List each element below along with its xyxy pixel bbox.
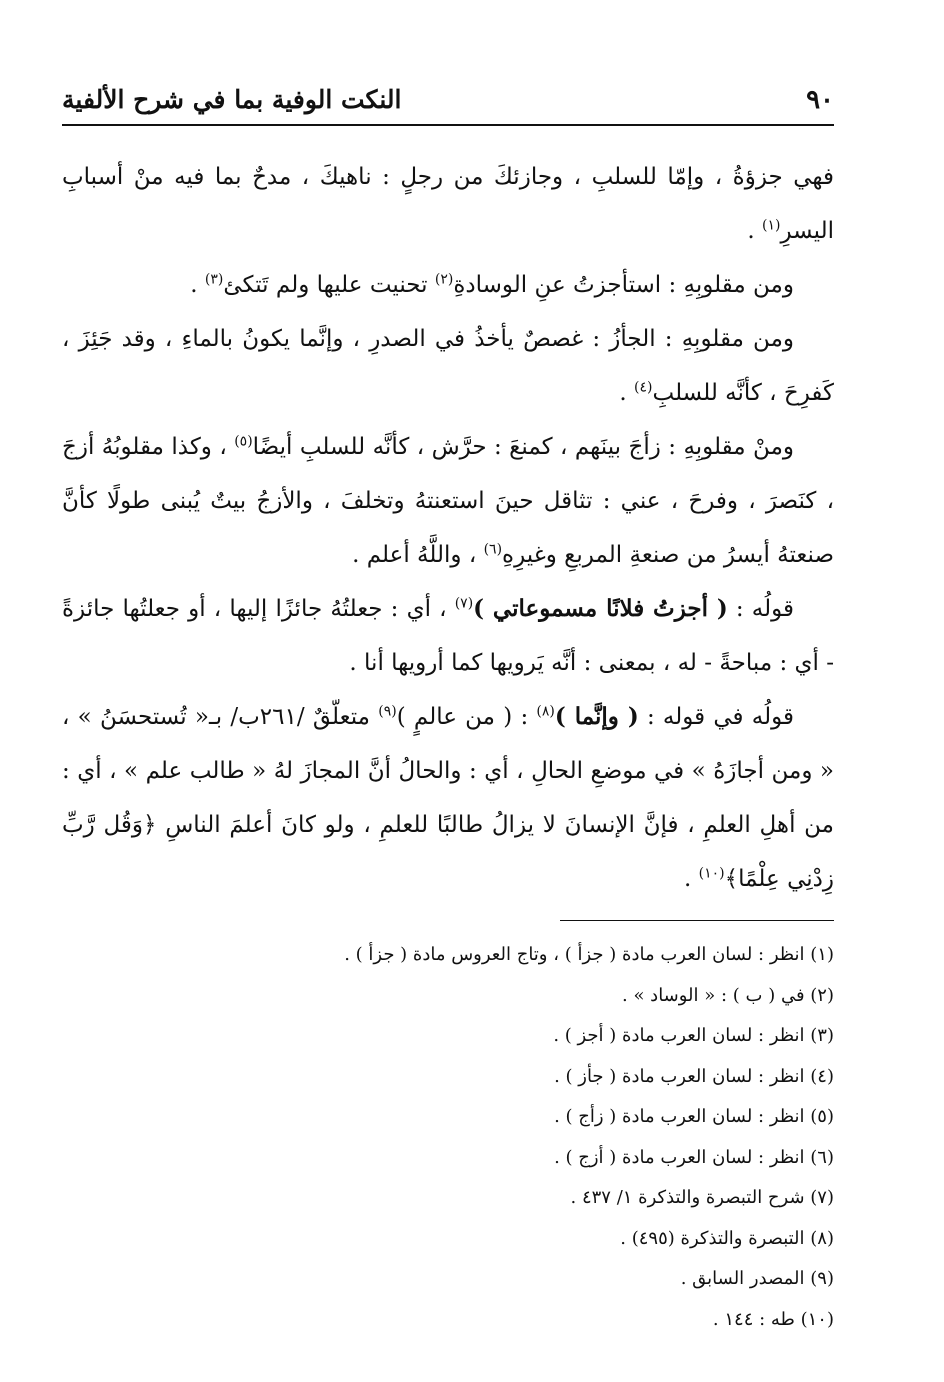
page-number: ٩٠ (806, 85, 834, 115)
footnote-ref-7[interactable]: (٧) (454, 595, 474, 612)
paragraph-5-text: قولُه : (727, 596, 795, 622)
footnote-ref-4[interactable]: (٤) (634, 379, 653, 396)
footnote-ref-9[interactable]: (٩) (378, 703, 397, 720)
paragraph-1 (62, 150, 834, 258)
footnote-ref-5[interactable]: (٥) (234, 433, 253, 450)
quoted-phrase: ( أجزتُ فلانًا مسموعاتي ) (473, 595, 728, 622)
footnote-7: (٧) شرح التبصرة والتذكرة ١/ ٤٣٧ . (570, 1187, 834, 1208)
footnote-3: (٣) انظر : لسان العرب مادة ( أجز ) . (553, 1025, 834, 1046)
paragraph-5-end: ، أي : جعلتُهُ جائزًا إليها ، أو جعلتُها جائزةً - أي : مباحةً - له ، بمعنى : أنَّه يَرويها كما أرويها أنا . (62, 596, 834, 676)
footnote-1: (١) انظر : لسان العرب مادة ( جزأ ) ، وتاج العروس مادة ( جزأ ) . (344, 944, 834, 965)
page-header (62, 80, 834, 120)
paragraph-6-text-c: متعلّقٌ /٢٦١ب/ بـ« تُستحسَنُ » ، « ومن أجازَهُ » في موضعِ الحالِ ، أي : والحالُ أنَّ المجازَ لهُ « طالب علم » ، أي : من أهلِ العلمِ ، فإنَّ الإنسانَ لا يزالُ طالبًا للعلمِ ، ولو كانَ أعلمَ الناسِ ﴿وَقُل رَّبِّ زِدْنِي عِلْمًا﴾ (62, 704, 834, 892)
paragraph-4-end: ، واللَّهُ أعلم . (352, 542, 484, 568)
paragraph-4-text-b: ، وكذا مقلوبُهُ أزجَ ، كنَصرَ ، وفرحَ ، عني : تثاقل حينَ استعنتهُ وتخلفَ ، والأزجُ بيتٌ يُبنى طولًا كأنَّ صنعتهُ أيسرُ من صنعةِ المربعِ وغيرِهِ (62, 434, 834, 568)
footnote-10: (١٠) طه : ١٤٤ . (712, 1308, 834, 1330)
footnote-ref-10[interactable]: (١٠) (698, 865, 725, 882)
quoted-phrase-2: ( وإنَّما ) (554, 703, 639, 730)
paragraph-4 (62, 420, 834, 582)
footnote-4: (٤) انظر : لسان العرب مادة ( جأز ) . (554, 1065, 834, 1087)
paragraph-5 (62, 582, 834, 690)
footnote-ref-2[interactable]: (٢) (434, 271, 454, 288)
paragraph-3 (62, 312, 834, 420)
paragraph-4-text: ومنْ مقلوبِهِ : زأجَ بينَهم ، كمنعَ : حرَّش ، كأنَّه للسلبِ أيضًا (252, 434, 794, 460)
running-title: النكت الوفية بما في شرح الألفية (62, 85, 402, 114)
paragraph-1-text: فهي جزؤةُ ، وإمّا للسلبِ ، وجازئكَ من رجلٍ : ناهيكَ ، مدحٌ بما فيه منْ أسبابِ اليسرِ (62, 164, 834, 244)
paragraph-6-text: قولُه في قوله : (638, 704, 794, 730)
header-divider (62, 124, 834, 126)
paragraph-6-text-b: : ( من عالمٍ ) (396, 704, 537, 730)
footnote-2: (٢) في ( ب ) : « الوساد » . (622, 984, 834, 1006)
paragraph-6-end: . (684, 866, 699, 892)
paragraph-2-text: ومن مقلوبِهِ : استأجزتُ عنِ الوسادةِ (453, 272, 794, 298)
footnote-ref-3[interactable]: (٣) (204, 271, 224, 288)
paragraph-3-text: ومن مقلوبِهِ : الجأزُ : غصصٌ يأخذُ في الصدرِ ، وإنَّما يكونُ بالماءِ ، وقد جَئِزَ ، كَفرِحَ ، كأنَّه للسلبِ (62, 326, 834, 406)
footnote-6: (٦) انظر : لسان العرب مادة ( أزج ) . (554, 1146, 834, 1168)
paragraph-2-text-b: تحنيت عليها ولم تَتكئ (223, 272, 435, 298)
footnote-ref-8[interactable]: (٨) (536, 703, 555, 720)
footnote-9: (٩) المصدر السابق . (680, 1268, 834, 1289)
footnote-5: (٥) انظر : لسان العرب مادة ( زأج ) . (554, 1106, 834, 1127)
paragraph-2 (62, 258, 834, 312)
footnotes-section (62, 935, 834, 1340)
footnote-ref-6[interactable]: (٦) (483, 541, 503, 558)
footnote-8: (٨) التبصرة والتذكرة (٤٩٥) . (620, 1227, 834, 1249)
paragraph-2-end: . (190, 272, 205, 298)
paragraph-1-end: . (747, 218, 762, 244)
footnote-divider (560, 920, 834, 921)
main-text (62, 150, 834, 906)
paragraph-6 (62, 690, 834, 906)
footnote-ref-1[interactable]: (١) (761, 217, 781, 234)
paragraph-3-end: . (619, 380, 635, 406)
